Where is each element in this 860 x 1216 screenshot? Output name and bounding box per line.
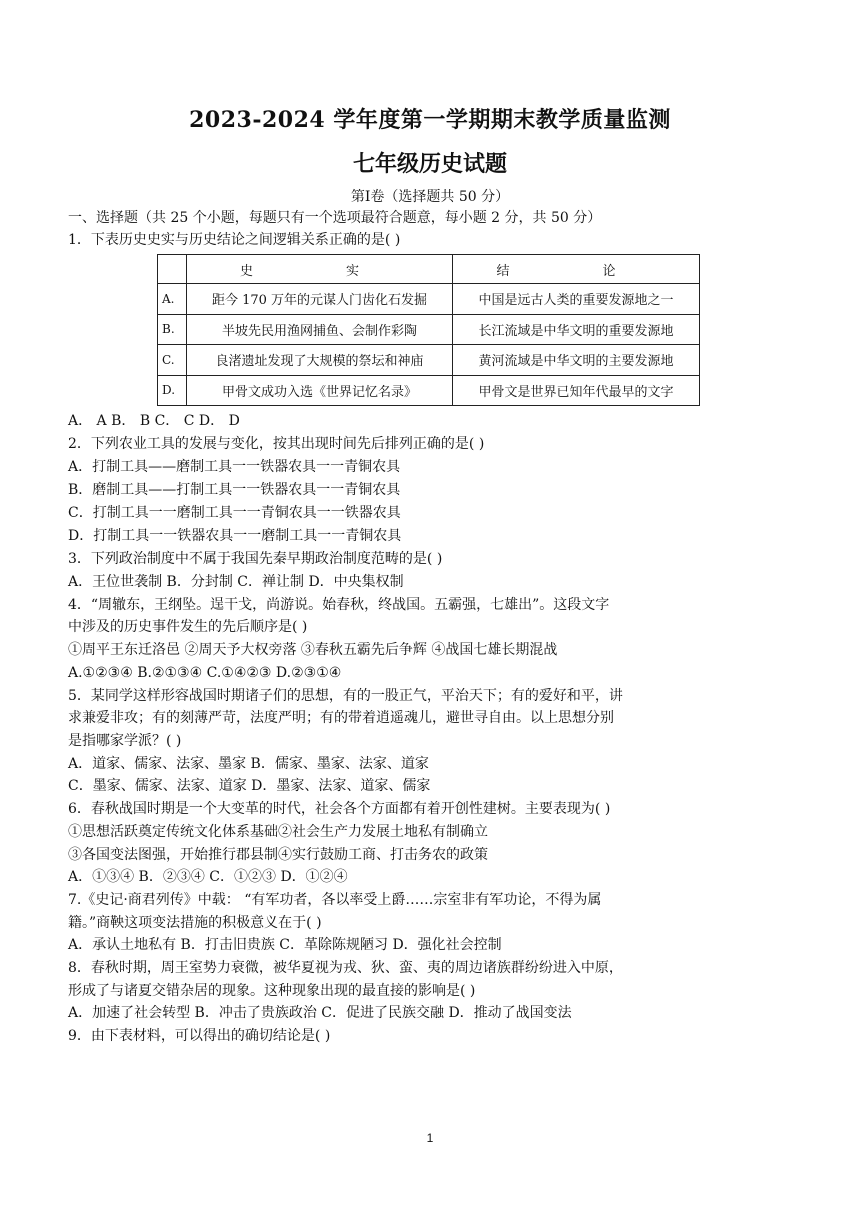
row-fact: 甲骨文成功入选《世界记忆名录》 xyxy=(187,375,453,406)
row-conclusion: 长江流域是中华文明的重要发源地 xyxy=(453,314,700,345)
table-header-label xyxy=(158,255,187,284)
question-8-stem-cont: 形成了与诸夏交错杂居的现象。这种现象出现的最直接的影响是( ) xyxy=(68,983,476,999)
question-5-options-ab: A．道家、儒家、法家、墨家 B．儒家、墨家、法家、道家 xyxy=(68,756,429,772)
question-6-options: A．①③④ B．②③④ C．①②③ D．①②④ xyxy=(68,869,348,885)
row-conclusion: 甲骨文是世界已知年代最早的文字 xyxy=(453,375,700,406)
question-8-stem: 8．春秋时期，周王室势力衰微，被华夏视为戎、狄、蛮、夷的周边诸族群纷纷进入中原， xyxy=(68,960,623,976)
row-conclusion: 中国是远古人类的重要发源地之一 xyxy=(453,284,700,315)
question-6-items-1: ①思想活跃奠定传统文化体系基础②社会生产力发展土地私有制确立 xyxy=(68,824,488,840)
instructions: 一、选择题（共 25 个小题，每题只有一个选项最符合题意，每小题 2 分，共 50 分） xyxy=(68,210,602,226)
question-7-stem: 7.《史记·商君列传》中载： “有军功者，各以率受上爵……宗室非有军功论，不得为属 xyxy=(68,892,602,908)
question-1-options: A． A B． B C． C D． D xyxy=(68,413,240,429)
question-6-stem: 6．春秋战国时期是一个大变革的时代，社会各个方面都有着开创性建树。主要表现为( ) xyxy=(68,801,611,817)
table-header-conclusion: 结 论 xyxy=(453,255,700,284)
question-2-option-d: D．打制工具一一铁器农具一一磨制工具一一青铜农具 xyxy=(68,528,402,544)
table-row xyxy=(158,375,700,406)
question-3-stem: 3．下列政治制度中不属于我国先秦早期政治制度范畴的是( ) xyxy=(68,551,443,567)
row-label: C. xyxy=(158,345,187,376)
row-fact: 良渚遗址发现了大规模的祭坛和神庙 xyxy=(187,345,453,376)
exam-title: 2023-2024 学年度第一学期期末教学质量监测 xyxy=(189,107,671,133)
question-4-options: A.①②③④ B.②①③④ C.①④②③ D.②③①④ xyxy=(68,665,342,681)
row-fact: 半坡先民用渔网捕鱼、会制作彩陶 xyxy=(187,314,453,345)
row-conclusion: 黄河流域是中华文明的主要发源地 xyxy=(453,345,700,376)
row-fact: 距今 170 万年的元谋人门齿化石发掘 xyxy=(187,284,453,315)
question-1-stem: 1．下表历史史实与历史结论之间逻辑关系正确的是( ) xyxy=(68,232,401,248)
question-7-options: A．承认土地私有 B．打击旧贵族 C．革除陈规陋习 D．强化社会控制 xyxy=(68,937,502,953)
question-4-events: ①周平王东迁洛邑 ②周天予大权旁落 ③春秋五霸先后争辉 ④战国七雄长期混战 xyxy=(68,642,558,658)
question-4-stem-cont: 中涉及的历史事件发生的先后顺序是( ) xyxy=(68,619,308,635)
question-2-stem: 2．下列农业工具的发展与变化，按其出现时间先后排列正确的是( ) xyxy=(68,436,485,452)
row-label: B. xyxy=(158,314,187,345)
exam-subject-title: 七年级历史试题 xyxy=(352,151,507,177)
question-5-stem: 5．某同学这样形容战国时期诸子们的思想，有的一股正气，平治天下；有的爱好和平，讲 xyxy=(68,688,623,704)
row-label: A. xyxy=(158,284,187,315)
question-1-table xyxy=(157,254,700,406)
question-3-options: A．王位世袭制 B．分封制 C．禅让制 D．中央集权制 xyxy=(68,574,404,590)
table-row xyxy=(158,345,700,376)
question-5-stem-cont: 求兼爱非攻；有的刻薄严苛，法度严明；有的带着逍遥魂儿，避世寻自由。以上思想分别 xyxy=(68,710,614,726)
table-header-row xyxy=(158,255,700,284)
question-8-options: A．加速了社会转型 B．冲击了贵族政治 C．促进了民族交融 D．推动了战国变法 xyxy=(68,1005,572,1021)
question-6-items-2: ③各国变法图强，开始推行郡县制④实行鼓励工商、打击务农的政策 xyxy=(68,847,488,863)
question-7-stem-cont: 籍。”商鞅这项变法措施的积极意义在于( ) xyxy=(68,915,322,931)
question-2-option-b: B．磨制工具——打制工具一一铁器农具一一青铜农具 xyxy=(68,482,401,498)
question-5-options-cd: C．墨家、儒家、法家、道家 D．墨家、法家、道家、儒家 xyxy=(68,778,431,794)
question-2-option-a: A．打制工具——磨制工具一一铁器农具一一青铜农具 xyxy=(68,459,401,475)
page-number: 1 xyxy=(426,1131,434,1145)
section-heading: 第Ⅰ卷（选择题共 50 分） xyxy=(350,189,510,205)
row-label: D. xyxy=(158,375,187,406)
question-5-stem-end: 是指哪家学派？( ) xyxy=(68,733,182,749)
table-header-fact: 史 实 xyxy=(187,255,453,284)
question-9-stem: 9．由下表材料，可以得出的确切结论是( ) xyxy=(68,1028,331,1044)
question-4-stem: 4．“周辙东，王纲坠。逞干戈，尚游说。始春秋，终战国。五霸强，七雄出”。这段文字 xyxy=(68,597,610,613)
question-2-option-c: C．打制工具一一磨制工具一一青铜农具一一铁器农具 xyxy=(68,505,401,521)
table-row xyxy=(158,314,700,345)
table-row xyxy=(158,284,700,315)
